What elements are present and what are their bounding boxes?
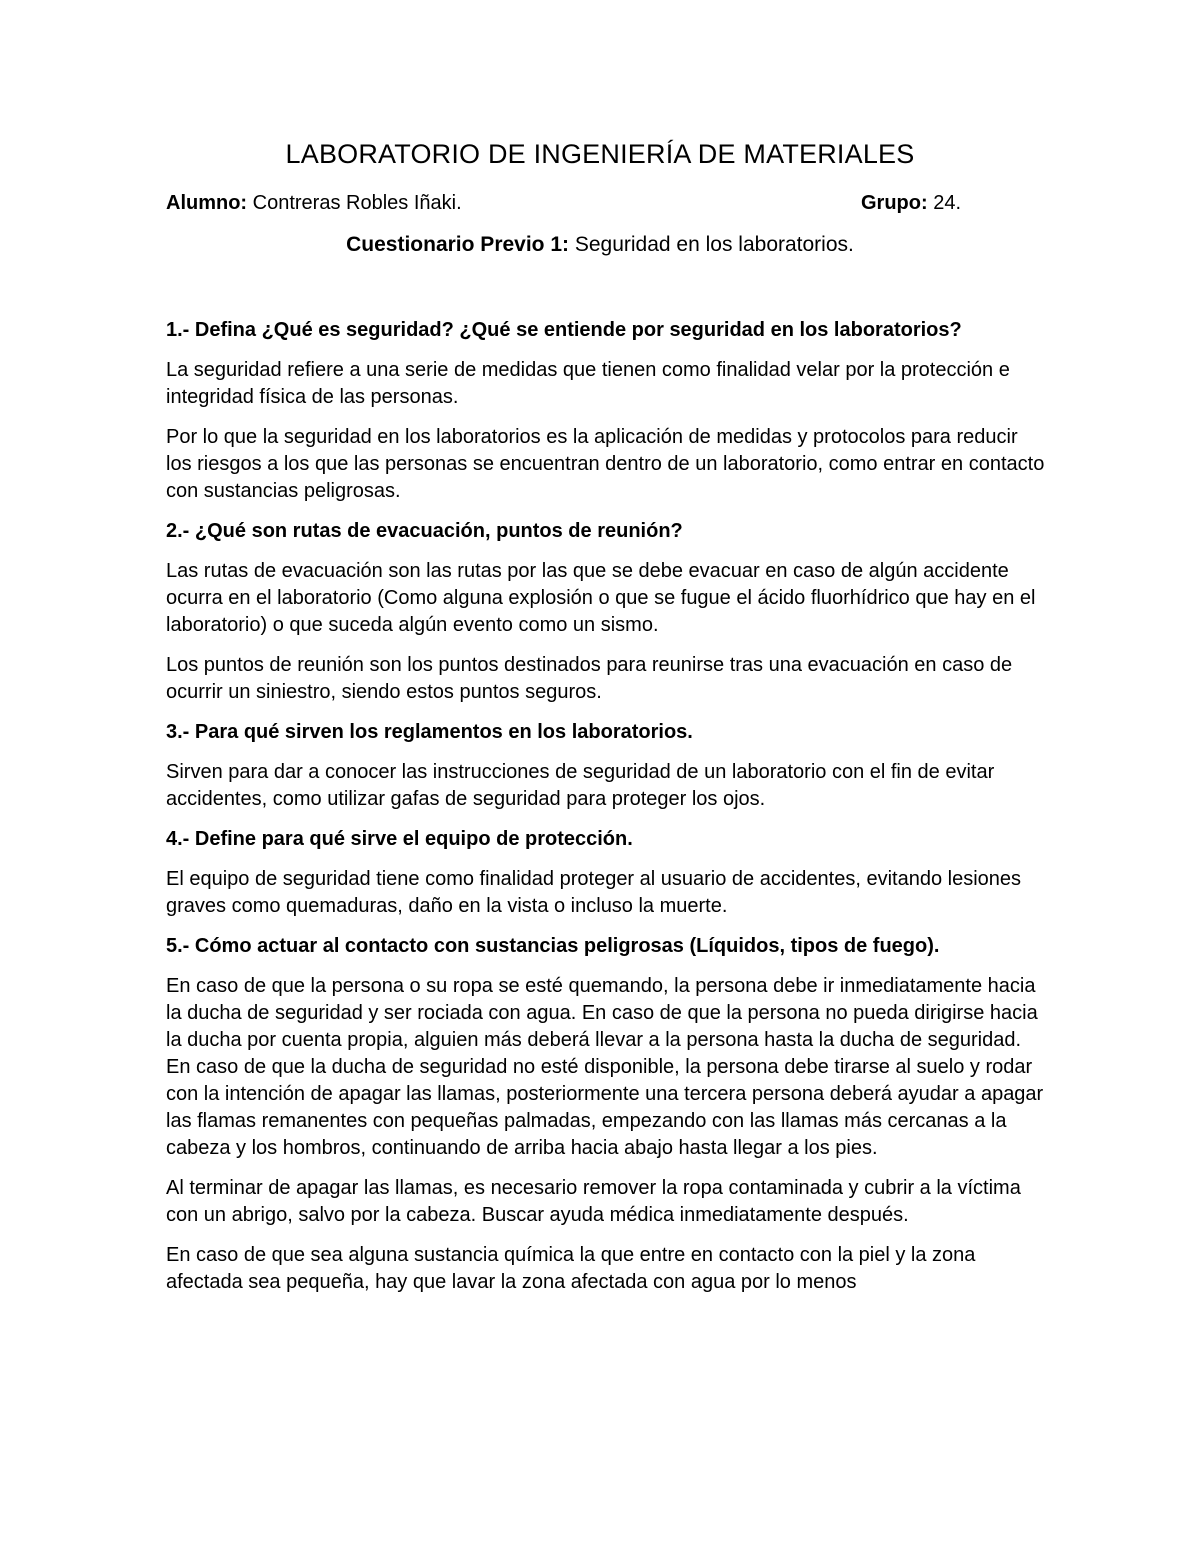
question-5: 5.- Cómo actuar al contacto con sustancias peligrosas (Líquidos, tipos de fuego). [166, 935, 940, 957]
answer-2-paragraph-2: Los puntos de reunión son los puntos destinados para reunirse tras una evacuación en caso de ocurrir un siniestro, siendo estos puntos seguros. [166, 654, 1013, 703]
answer-3-paragraph-1: Sirven para dar a conocer las instrucciones de seguridad de un laboratorio con el fin de evitar accidentes, como utilizar gafas de seguridad para proteger los ojos. [166, 761, 995, 810]
answer-5-paragraph-1: En caso de que la persona o su ropa se esté quemando, la persona debe ir inmediatamente hacia la ducha de seguridad y ser rociada con agua. En caso de que la persona no pueda dirigirse hacia la ducha por cuenta propia, alguien más deberá llevar a la persona hasta la ducha de seguridad. En caso de que la ducha de seguridad no esté disponible, la persona debe tirarse al suelo y rodar con la intención de apagar las llamas, posteriormente una tercera persona deberá ayudar a apagar las flamas remanentes con pequeñas palmadas, empezando con las llamas más cercanas a la cabeza y los hombros, continuando de arriba hacia abajo hasta llegar a los pies. [166, 975, 1044, 1159]
student-line [166, 189, 462, 217]
question-2: 2.- ¿Qué son rutas de evacuación, puntos de reunión? [166, 520, 683, 542]
answer-5-paragraph-2: Al terminar de apagar las llamas, es necesario remover la ropa contaminada y cubrir a la víctima con un abrigo, salvo por la cabeza. Buscar ayuda médica inmediatamente después. [166, 1177, 1021, 1226]
document-body [166, 317, 1046, 1296]
answer-4-paragraph-1: El equipo de seguridad tiene como finalidad proteger al usuario de accidentes, evitando lesiones graves como quemaduras, daño en la vista o incluso la muerte. [166, 868, 1022, 917]
questionnaire-label: Cuestionario Previo 1: [346, 233, 570, 256]
question-3: 3.- Para qué sirven los reglamentos en los laboratorios. [166, 721, 693, 743]
answer-1-paragraph-2: Por lo que la seguridad en los laboratorios es la aplicación de medidas y protocolos para reducir los riesgos a los que las personas se encuentran dentro de un laboratorio, como entrar en contacto con sustancias peligrosas. [166, 426, 1045, 502]
question-1: 1.- Defina ¿Qué es seguridad? ¿Qué se entiende por seguridad en los laboratorios? [166, 319, 962, 341]
question-4: 4.- Define para qué sirve el equipo de protección. [166, 828, 633, 850]
answer-5-paragraph-3: En caso de que sea alguna sustancia química la que entre en contacto con la piel y la zona afectada sea pequeña, hay que lavar la zona afectada con agua por lo menos [166, 1244, 976, 1293]
student-name: Contreras Robles Iñaki. [247, 192, 462, 214]
group-value: 24. [927, 192, 962, 214]
answer-1-paragraph-1: La seguridad refiere a una serie de medidas que tienen como finalidad velar por la protección e integridad física de las personas. [166, 359, 1010, 408]
answer-2-paragraph-1: Las rutas de evacuación son las rutas por las que se debe evacuar en caso de algún accidente ocurra en el laboratorio (Como alguna explosión o que se fugue el ácido fluorhídrico que hay en el laboratorio) o que suceda algún evento como un sismo. [166, 560, 1036, 636]
student-label: Alumno: [166, 192, 248, 214]
group-line [861, 189, 961, 217]
group-label: Grupo: [861, 192, 928, 214]
questionnaire-topic: Seguridad en los laboratorios. [569, 233, 854, 256]
document-title: LABORATORIO DE INGENIERÍA DE MATERIALES [285, 139, 915, 169]
questionnaire-subtitle [0, 230, 1200, 260]
